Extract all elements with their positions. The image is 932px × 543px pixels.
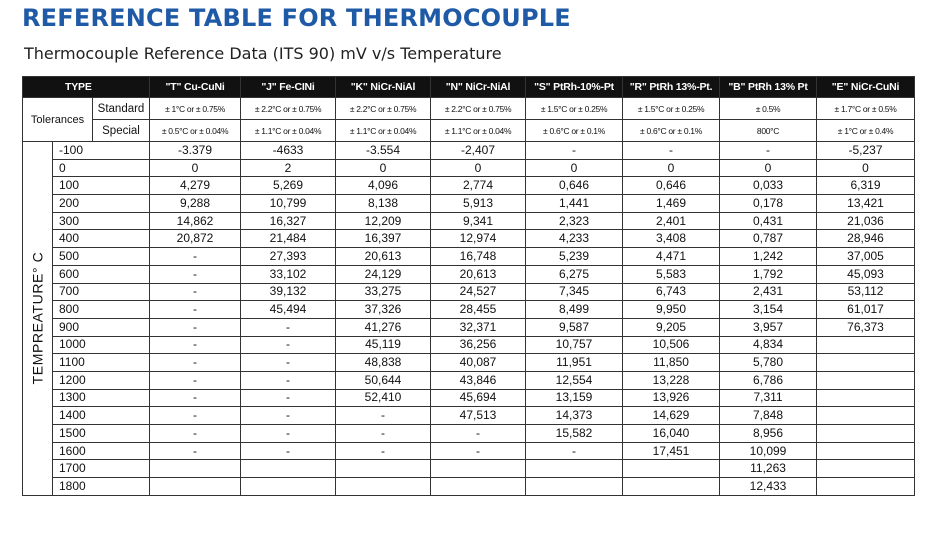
value-cell: 15,582 (526, 425, 623, 443)
value-cell: 8,499 (526, 301, 623, 319)
value-cell: 76,373 (817, 318, 915, 336)
value-cell: - (526, 142, 623, 160)
value-cell (150, 478, 241, 496)
value-cell: 4,233 (526, 230, 623, 248)
temperature-cell: 1600 (53, 442, 150, 460)
temperature-data-section (23, 142, 915, 496)
value-cell: 43,846 (431, 371, 526, 389)
value-cell: 0 (150, 159, 241, 177)
value-cell: 2,774 (431, 177, 526, 195)
value-cell: 20,872 (150, 230, 241, 248)
value-cell: - (241, 389, 336, 407)
temperature-cell: 0 (53, 159, 150, 177)
value-cell: 5,913 (431, 195, 526, 213)
value-cell: 16,748 (431, 248, 526, 266)
value-cell: 11,263 (720, 460, 817, 478)
value-cell: - (336, 425, 431, 443)
tolerance-value: ± 1.1°C or ± 0.04% (241, 120, 336, 142)
value-cell (623, 478, 720, 496)
value-cell: - (241, 371, 336, 389)
value-cell: 11,951 (526, 354, 623, 372)
tolerance-value: ± 1.1°C or ± 0.04% (336, 120, 431, 142)
column-header: "B" PtRh 13% Pt (720, 77, 817, 98)
temperature-cell: 1500 (53, 425, 150, 443)
table-row (23, 425, 915, 443)
value-cell: 32,371 (431, 318, 526, 336)
value-cell: 2 (241, 159, 336, 177)
type-header-row (23, 77, 915, 98)
value-cell: 14,862 (150, 212, 241, 230)
value-cell (526, 478, 623, 496)
value-cell: 0,178 (720, 195, 817, 213)
value-cell: 4,471 (623, 248, 720, 266)
value-cell: - (241, 318, 336, 336)
temperature-cell: 200 (53, 195, 150, 213)
value-cell: 45,119 (336, 336, 431, 354)
value-cell: 0 (336, 159, 431, 177)
value-cell: 0,646 (526, 177, 623, 195)
temperature-cell: 1300 (53, 389, 150, 407)
value-cell: - (150, 265, 241, 283)
value-cell: - (150, 283, 241, 301)
value-cell: 6,319 (817, 177, 915, 195)
tolerance-value: ± 2.2°C or ± 0.75% (241, 98, 336, 120)
temperature-cell: 1000 (53, 336, 150, 354)
value-cell: 9,341 (431, 212, 526, 230)
temperature-cell: 1100 (53, 354, 150, 372)
value-cell: 3,408 (623, 230, 720, 248)
temperature-cell: 1700 (53, 460, 150, 478)
value-cell: -3.379 (150, 142, 241, 160)
value-cell: 41,276 (336, 318, 431, 336)
value-cell: 16,397 (336, 230, 431, 248)
value-cell: 45,093 (817, 265, 915, 283)
value-cell: 5,583 (623, 265, 720, 283)
temperature-axis-label (23, 142, 53, 496)
tolerance-value: ± 1.1°C or ± 0.04% (431, 120, 526, 142)
column-header: "K" NiCr-NiAl (336, 77, 431, 98)
value-cell: 14,373 (526, 407, 623, 425)
value-cell: 11,850 (623, 354, 720, 372)
value-cell: 9,205 (623, 318, 720, 336)
table-row (23, 460, 915, 478)
value-cell: 9,950 (623, 301, 720, 319)
value-cell: 16,040 (623, 425, 720, 443)
temperature-cell: 800 (53, 301, 150, 319)
value-cell: 37,326 (336, 301, 431, 319)
table-row (23, 336, 915, 354)
table-header (23, 77, 915, 98)
value-cell: 53,112 (817, 283, 915, 301)
value-cell: 4,834 (720, 336, 817, 354)
value-cell: 12,554 (526, 371, 623, 389)
value-cell: 20,613 (336, 248, 431, 266)
tolerances-label: Tolerances (23, 98, 93, 142)
value-cell: 0 (431, 159, 526, 177)
table-row (23, 283, 915, 301)
value-cell (336, 478, 431, 496)
value-cell: - (241, 354, 336, 372)
value-cell: - (150, 371, 241, 389)
value-cell (150, 460, 241, 478)
tolerance-value: ± 0.6°C or ± 0.1% (526, 120, 623, 142)
value-cell: 52,410 (336, 389, 431, 407)
value-cell: 21,484 (241, 230, 336, 248)
value-cell: 3,957 (720, 318, 817, 336)
value-cell: 6,275 (526, 265, 623, 283)
value-cell: - (241, 442, 336, 460)
value-cell: - (431, 442, 526, 460)
value-cell: 5,780 (720, 354, 817, 372)
value-cell: - (241, 425, 336, 443)
value-cell: 33,275 (336, 283, 431, 301)
value-cell: 13,228 (623, 371, 720, 389)
tolerance-standard-row (23, 98, 915, 120)
value-cell: 45,494 (241, 301, 336, 319)
value-cell (241, 478, 336, 496)
value-cell: 1,441 (526, 195, 623, 213)
value-cell: - (526, 442, 623, 460)
table-row (23, 301, 915, 319)
table-row (23, 478, 915, 496)
value-cell: 9,288 (150, 195, 241, 213)
value-cell: - (150, 336, 241, 354)
value-cell: 13,159 (526, 389, 623, 407)
table-row (23, 212, 915, 230)
value-cell (817, 442, 915, 460)
value-cell: - (150, 407, 241, 425)
value-cell: 45,694 (431, 389, 526, 407)
value-cell: 2,323 (526, 212, 623, 230)
value-cell (817, 425, 915, 443)
temperature-cell: 400 (53, 230, 150, 248)
value-cell: 1,242 (720, 248, 817, 266)
temperature-label-text: TEMPREATURE° C (29, 252, 45, 385)
temperature-cell: 500 (53, 248, 150, 266)
value-cell: 27,393 (241, 248, 336, 266)
table-row (23, 177, 915, 195)
value-cell (817, 478, 915, 496)
table-row (23, 248, 915, 266)
temperature-cell: 900 (53, 318, 150, 336)
value-cell: 2,401 (623, 212, 720, 230)
tolerances-section (23, 98, 915, 142)
page-title: REFERENCE TABLE FOR THERMOCOUPLE (22, 4, 571, 32)
value-cell: -3.554 (336, 142, 431, 160)
value-cell: - (150, 389, 241, 407)
temperature-cell: 100 (53, 177, 150, 195)
value-cell: - (150, 301, 241, 319)
value-cell (431, 478, 526, 496)
value-cell: 16,327 (241, 212, 336, 230)
value-cell: 13,926 (623, 389, 720, 407)
value-cell: 28,455 (431, 301, 526, 319)
value-cell: 0,033 (720, 177, 817, 195)
tolerance-value: ± 1.7°C or ± 0.5% (817, 98, 915, 120)
value-cell: 10,099 (720, 442, 817, 460)
value-cell: - (150, 425, 241, 443)
value-cell: - (336, 407, 431, 425)
value-cell: 7,848 (720, 407, 817, 425)
value-cell: 24,527 (431, 283, 526, 301)
value-cell: 48,838 (336, 354, 431, 372)
value-cell (817, 407, 915, 425)
value-cell: 21,036 (817, 212, 915, 230)
value-cell: 0 (623, 159, 720, 177)
value-cell: 17,451 (623, 442, 720, 460)
temperature-cell: 1200 (53, 371, 150, 389)
table-row (23, 265, 915, 283)
table-row (23, 407, 915, 425)
value-cell: - (150, 442, 241, 460)
value-cell: 8,138 (336, 195, 431, 213)
value-cell: 10,757 (526, 336, 623, 354)
value-cell: - (150, 318, 241, 336)
table-row (23, 142, 915, 160)
tolerance-value: ± 0.6°C or ± 0.1% (623, 120, 720, 142)
value-cell: 0 (526, 159, 623, 177)
column-header: "N" NiCr-NiAl (431, 77, 526, 98)
tolerance-value: ± 1.5°C or ± 0.25% (623, 98, 720, 120)
value-cell: 24,129 (336, 265, 431, 283)
value-cell (241, 460, 336, 478)
value-cell: 28,946 (817, 230, 915, 248)
value-cell: 7,311 (720, 389, 817, 407)
value-cell: 4,279 (150, 177, 241, 195)
value-cell: - (241, 407, 336, 425)
value-cell: 2,431 (720, 283, 817, 301)
table-row (23, 371, 915, 389)
thermocouple-reference-table (22, 76, 915, 496)
value-cell (817, 371, 915, 389)
table-row (23, 159, 915, 177)
value-cell (817, 354, 915, 372)
value-cell: 20,613 (431, 265, 526, 283)
value-cell: 12,209 (336, 212, 431, 230)
value-cell: 3,154 (720, 301, 817, 319)
table-row (23, 318, 915, 336)
value-cell: 9,587 (526, 318, 623, 336)
column-header: "J" Fe-CINi (241, 77, 336, 98)
value-cell: 0,431 (720, 212, 817, 230)
value-cell: -4633 (241, 142, 336, 160)
value-cell: - (431, 425, 526, 443)
value-cell: 0 (720, 159, 817, 177)
value-cell: -2,407 (431, 142, 526, 160)
column-header: "S" PtRh-10%-Pt (526, 77, 623, 98)
column-header: "T" Cu-CuNi (150, 77, 241, 98)
value-cell (817, 389, 915, 407)
tolerance-special-row (23, 120, 915, 142)
value-cell: -5,237 (817, 142, 915, 160)
value-cell (336, 460, 431, 478)
tolerance-standard-label: Standard (93, 98, 150, 120)
value-cell: 13,421 (817, 195, 915, 213)
value-cell (817, 460, 915, 478)
column-header: "E" NiCr-CuNi (817, 77, 915, 98)
column-header: "R" PtRh 13%-Pt. (623, 77, 720, 98)
value-cell: 6,786 (720, 371, 817, 389)
value-cell: 0 (817, 159, 915, 177)
value-cell: - (623, 142, 720, 160)
value-cell: - (241, 336, 336, 354)
value-cell: 40,087 (431, 354, 526, 372)
temperature-cell: 300 (53, 212, 150, 230)
value-cell: 37,005 (817, 248, 915, 266)
value-cell: 50,644 (336, 371, 431, 389)
temperature-cell: 600 (53, 265, 150, 283)
tolerance-special-label: Special (93, 120, 150, 142)
temperature-cell: 1400 (53, 407, 150, 425)
temperature-cell: -100 (53, 142, 150, 160)
value-cell: 0,646 (623, 177, 720, 195)
page-subtitle: Thermocouple Reference Data (ITS 90) mV v/s Temperature (24, 44, 502, 63)
value-cell: 10,506 (623, 336, 720, 354)
tolerance-value: ± 2.2°C or ± 0.75% (431, 98, 526, 120)
value-cell: 5,239 (526, 248, 623, 266)
value-cell: 6,743 (623, 283, 720, 301)
tolerance-value: ± 2.2°C or ± 0.75% (336, 98, 431, 120)
value-cell: - (150, 248, 241, 266)
value-cell (623, 460, 720, 478)
value-cell: - (150, 354, 241, 372)
tolerance-value: 800°C (720, 120, 817, 142)
value-cell: 39,132 (241, 283, 336, 301)
value-cell: 61,017 (817, 301, 915, 319)
temperature-cell: 700 (53, 283, 150, 301)
tolerance-value: ± 1°C or ± 0.75% (150, 98, 241, 120)
value-cell: 1,792 (720, 265, 817, 283)
value-cell: 33,102 (241, 265, 336, 283)
value-cell: 5,269 (241, 177, 336, 195)
value-cell: 12,433 (720, 478, 817, 496)
value-cell: 0,787 (720, 230, 817, 248)
tolerance-value: ± 1°C or ± 0.4% (817, 120, 915, 142)
table-row (23, 230, 915, 248)
tolerance-value: ± 0.5°C or ± 0.04% (150, 120, 241, 142)
value-cell: 4,096 (336, 177, 431, 195)
value-cell: 1,469 (623, 195, 720, 213)
value-cell: 8,956 (720, 425, 817, 443)
value-cell: 36,256 (431, 336, 526, 354)
value-cell: - (336, 442, 431, 460)
value-cell: 47,513 (431, 407, 526, 425)
type-header-label: TYPE (23, 77, 150, 98)
table-row (23, 389, 915, 407)
tolerance-value: ± 0.5% (720, 98, 817, 120)
value-cell (817, 336, 915, 354)
value-cell: 10,799 (241, 195, 336, 213)
temperature-cell: 1800 (53, 478, 150, 496)
value-cell: - (720, 142, 817, 160)
value-cell: 14,629 (623, 407, 720, 425)
value-cell (431, 460, 526, 478)
table-row (23, 442, 915, 460)
table-row (23, 354, 915, 372)
value-cell: 12,974 (431, 230, 526, 248)
table-row (23, 195, 915, 213)
value-cell (526, 460, 623, 478)
tolerance-value: ± 1.5°C or ± 0.25% (526, 98, 623, 120)
value-cell: 7,345 (526, 283, 623, 301)
